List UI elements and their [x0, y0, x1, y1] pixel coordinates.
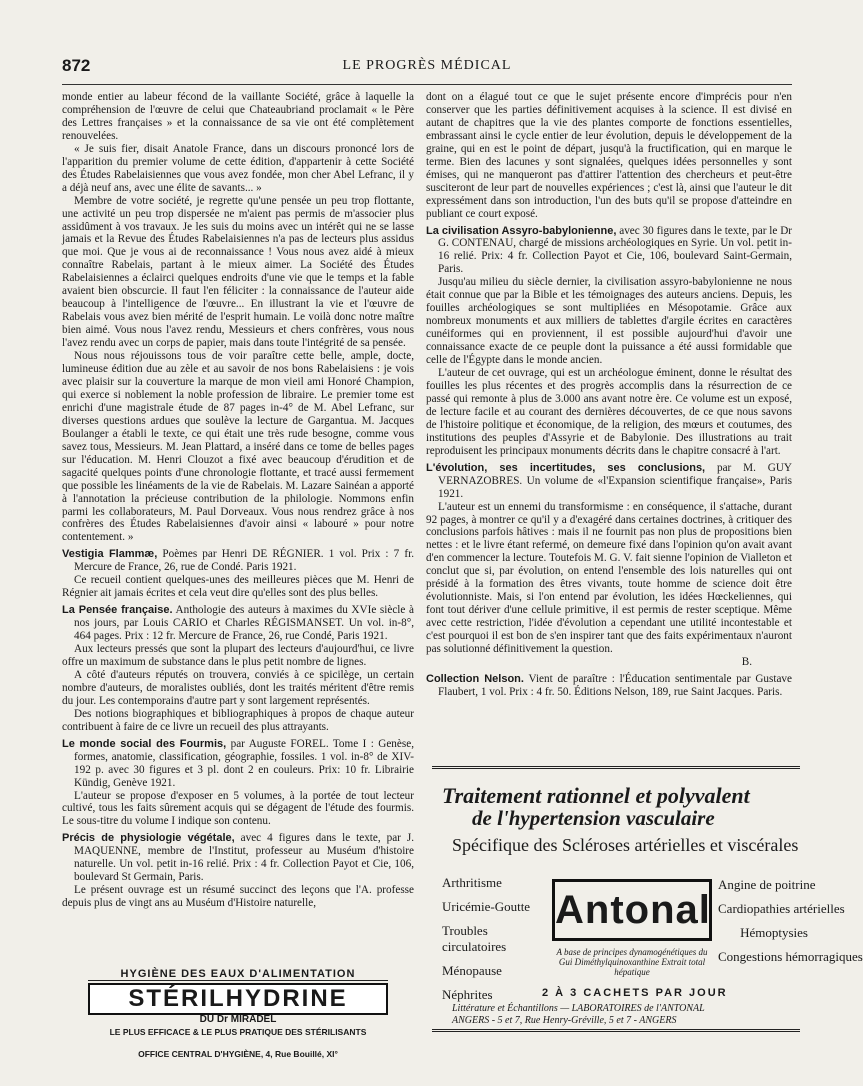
page-number: 872: [62, 56, 91, 75]
sterilhydrine-advertisement: [88, 968, 388, 1059]
header-rule: [62, 84, 792, 85]
ad-footer-line: ANGERS - 5 et 7, Rue Henry-Gréville, 5 et 7 - ANGERS: [452, 1015, 677, 1026]
paragraph: monde entier au labeur fécond de la vaillante Société, grâce à laquelle la compréhension de l'œuvre de celui que Chateaubriand proclamait « le Père des Lettres françaises » et la connaissance de sa vie ont été complètement renouvelées.: [62, 91, 414, 142]
entry-title: La Pensée française.: [62, 604, 173, 617]
entry-body: L'auteur de cet ouvrage, qui est un archéologue éminent, donne le résultat des fouilles les plus récentes et des progrès accomplis dans la résurrection de ce passé qui remonte à plus de 3.000 ans avant notre ère. Ce volume est un exposé, de lecture facile et au courant des dernières découvertes, de ce que nous savons de l'histoire politique et économique, de la religion, des mœurs et coutumes, des institutions des peuples d'Assyrie et de Babylonie. Des illustrations au trait reproduisent les principaux monuments décrits dans le chapitre consacré à l'art.: [426, 367, 792, 457]
entry-details: par M. GUY VERNAZOBRES. Un volume de «l'Expansion scientifique française», Paris 1921.: [438, 461, 792, 500]
entry-body: L'auteur est un ennemi du transformisme : en conséquence, il s'attache, durant 92 pages, à montrer ce qu'il y a d'exagéré dans certaines doctrines, à critiquer des conclusions parfois hâtives : mais il ne fournit pas non plus de propositions bien nettes : et le livre étant refermé, on demeure fixé dans l'opinion qu'on avait avant d'en commencer la lecture. Toutefois M. G. V. fait sienne l'opinion de Vialleton et conclut que si, par évolution, on entend l'ensemble des lois naturelles qui ont présidé à la formation des êtres vivants, toute homme de science doit être évolutionniste. Mais, si l'on entend par évolution, les idées Hœckeliennes, qui font tout dériver d'une cellule primitive, il est permis de rester sceptique. Même avec cette restriction, l'idée d'évolution a cependant une utilité incontestable et c'est pourquoi il est bon de s'en inspirer tant que des faits expérimentaux n'auront pas solutionné définitivement la question.: [426, 500, 792, 656]
antonal-logo: Antonal: [552, 879, 712, 941]
entry-details: par Auguste FOREL. Tome I : Genèse, formes, anatomie, classification, géographie, fossiles. 1 vol. in-8° de XIV-192 p. avec 30 figures et 3 pl. dont 2 en couleurs. Prix: 10 fr. Librairie Kündig, Genève 1921.: [74, 737, 414, 789]
entry-details: Anthologie des auteurs à maximes du XVIe siècle à nos jours, par Louis CARIO et Charles RÉGISMANSET. Un vol. in-8°, 464 pages. Prix : 12 fr. Mercure de France, 26, rue Condé, Paris 1921.: [74, 604, 414, 643]
ad-brand: STÉRILHYDRINE: [128, 985, 348, 1012]
ad-address: OFFICE CENTRAL D'HYGIÈNE, 4, Rue Bouillé, XI°: [138, 1049, 338, 1059]
paragraph: Nous nous réjouissons tous de voir paraître cette belle, ample, docte, lumineuse édition due au zèle et au savoir de nos bons Rabelaisiens : je vois avec plaisir sur la couverture la marque de mon vieil ami Honoré Champion, qui exerce si noblement la noble profession de libraire. Le premier tome est enrichi d'une magistrale étude de 87 pages in-4° de M. Abel Lefranc, sur diverses questions ardues que soulève la lecture de Gargantua. M. Jacques Boulanger a établi le texte, ce qui était une très rude besogne, comme vous savez tous, Messieurs. M. Jean Plattard, a inséré dans ce tome de belles pages sur l'éducation. M. Henri Clouzot a fixé avec beaucoup d'érudition et de sagacité quelques points d'une chronologie flottante, et tracé aussi fermement que possible les linéaments de la vie de Rabelais. M. Lazare Sainéan a apporté à l'annotation la précieuse contribution de la philologie. Nommons enfin parmi les collaborateurs, M. Paul Dorveaux. Vous nous rendrez grâce à nos confrères des Études Rabelaisiennes d'avoir ainsi « labouré » pour notre contentement. »: [62, 350, 414, 544]
review-entry-pensee: [62, 604, 414, 643]
review-entry-nelson: [426, 673, 792, 699]
antonal-advertisement: [432, 766, 863, 1032]
entry-details: avec 30 figures dans le texte, par le Dr G. CONTENAU, chargé de missions archéologiques en Syrie. Un vol. petit in-16 relié. Prix: 4 fr. Collection Payot et Cie, 106, boulevard Saint-Germain, Paris.: [438, 224, 793, 276]
ad-subheadline: de l'hypertension vasculaire: [472, 806, 715, 830]
entry-body: Le présent ouvrage est un résumé succinct des leçons que l'A. professe depuis plus de vingt ans au Muséum d'Histoire naturelle,: [62, 884, 414, 910]
left-column: [62, 91, 414, 910]
ad-composition: A base de principes dynamogénétiques du Gui Diméthylquinoxanthine Extrait total hépatique: [556, 947, 708, 977]
page-header: [62, 56, 792, 78]
entry-details: avec 4 figures dans le texte, par J. MAQUENNE, membre de l'Institut, professeur au Muséum d'histoire naturelle. Un vol. petit in-16 relié. Prix : 4 fr. Collection Payot et Cie, 106, boulevard St Germain, Paris.: [74, 832, 415, 884]
entry-title: Collection Nelson.: [426, 672, 524, 685]
entry-title: L'évolution, ses incertitudes, ses conclusions,: [426, 461, 706, 474]
entry-title: Vestigia Flammæ,: [62, 548, 158, 561]
journal-title: LE PROGRÈS MÉDICAL: [342, 58, 512, 73]
indication: Ménopause: [442, 963, 502, 978]
ad-footer-line: Littérature et Échantillons — LABORATOIRES de l'ANTONAL: [452, 1003, 705, 1014]
indication: Arthritisme: [442, 875, 502, 890]
review-entry-physiologie: [62, 832, 414, 884]
ad-tagline: LE PLUS EFFICACE & LE PLUS PRATIQUE DES STÉRILISANTS: [109, 1027, 367, 1037]
signature: B.: [741, 655, 752, 668]
paragraph: dont on a élagué tout ce que le sujet présente encore d'imprécis pour n'en conserver que les parties définitivement acquises à la science. Il est divisé en autant de chapitres que la vie des plantes comporte de fonctions essentielles, embrassant ainsi le cycle entier de leur évolution, depuis le développement de la graine, qui en est le point de départ, jusqu'à la fructification, qui en marque le terme. Bien des lacunes y sont signalées, quelques idées personnelles y sont émises, qui ne manqueront pas d'attirer l'attention des chercheurs et peut-être susciteront de leur part de nouvelles expériences ; c'est là, ainsi que l'auteur le dit expressément dans son introduction, l'un des buts qu'il se propose d'atteindre en publiant ce court exposé.: [426, 91, 792, 220]
indication: Hémoptysies: [740, 925, 808, 940]
ad-doctor: DU Dr MIRADEL: [199, 1014, 277, 1025]
indication: Troubles circulatoires: [442, 923, 507, 954]
right-column: [426, 91, 792, 699]
indications-right: [718, 877, 863, 973]
paragraph: Membre de votre société, je regrette qu'une pensée un peu trop flottante, une activité un peu trop dispersée ne m'aient pas permis de m'associer plus assidûment à vos travaux. Je les suis du moins avec un intérêt qui ne se lasse jamais et la Revue des Études Rabelaisiennes n'a pas de lecteurs plus assidus que moi. Que je vous ai de reconnaissance ! Vous nous avez aidé à mieux connaître Rabelais, partant à le mieux aimer. La Société des Études Rabelaisiennes a éclairci quelques endroits d'une vie que le temps et la fable avaient bien obscurcie. Il faut l'en féliciter : la connaissance de l'auteur aide beaucoup à l'intelligence de l'œuvre... En illustrant la vie et l'œuvre de Rabelais vous avez bien mérité de l'esprit humain. Le voilà donc notre maître bien aimé. Vous nous l'avez rendu, Messieurs et chers confrères, vous nous l'avez rendu avec un corps de papier, mais dans toute l'intégrité de sa pensée.: [62, 194, 414, 350]
ad-headline: Traitement rationnel et polyvalent: [442, 783, 750, 808]
ad-specific: Spécifique des Scléroses artérielles et viscérales: [452, 835, 799, 855]
entry-body: Des notions biographiques et bibliographiques à propos de chaque auteur contribuent à faire de ce livre un recueil des plus attrayants.: [62, 707, 414, 733]
indication: Uricémie-Goutte: [442, 899, 531, 914]
ad-heading: HYGIÈNE DES EAUX D'ALIMENTATION: [88, 968, 388, 981]
indication: Néphrites: [442, 987, 493, 1002]
review-entry-assyro: [426, 225, 792, 277]
review-entry-evolution: [426, 462, 792, 501]
entry-title: La civilisation Assyro-babylonienne,: [426, 224, 617, 237]
entry-details: Vient de paraître : l'Éducation sentimentale par Gustave Flaubert, 1 vol. Prix : 4 fr. 50. Éditions Nelson, 189, rue Saint Jacques. Paris.: [438, 672, 792, 698]
entry-body: Aux lecteurs pressés que sont la plupart des lecteurs d'aujourd'hui, ce livre offre un maximum de substance dans le plus petit nombre de lignes.: [62, 643, 414, 668]
ad-dosage: 2 À 3 CACHETS PAR JOUR: [542, 987, 728, 999]
indications-left: [442, 875, 552, 1011]
review-entry-fourmis: [62, 738, 414, 790]
entry-body: L'auteur se propose d'exposer en 5 volumes, à la portée de tout lecteur cultivé, tous les faits sûrement acquis qui se dégagent de l'étude des fourmis. Le sous-titre du volume I indique son contenu.: [62, 789, 414, 828]
entry-details: Poèmes par Henri DE RÉGNIER. 1 vol. Prix : 7 fr. Mercure de France, 26, rue de Condé. Paris 1921.: [74, 548, 414, 574]
ad-brand-box: [88, 983, 388, 1025]
entry-title: Précis de physiologie végétale,: [62, 832, 235, 845]
entry-body: A côté d'auteurs réputés on trouvera, conviés à ce spicilège, un certain nombre d'auteurs, de moralistes oubliés, dont les traités méritent d'être remis du jour. Les contemporains d'autre part y sont largement représentés.: [62, 668, 414, 707]
entry-body: Ce recueil contient quelques-unes des meilleures pièces que M. Henri de Régnier ait jamais écrites et cela veut dire qu'elles sont des plus belles.: [62, 574, 414, 600]
paragraph: « Je suis fier, disait Anatole France, dans un discours prononcé lors de l'apparition du premier volume de cette édition, d'appartenir à cette Société des Études Rabelaisiennes que vous avez fondée, mon cher Abel Lefranc, il y a déjà neuf ans, avec une élite de savants... »: [62, 142, 414, 194]
indication: Cardiopathies artérielles: [718, 901, 845, 916]
review-entry-vestigia: [62, 548, 414, 574]
entry-title: Le monde social des Fourmis,: [62, 737, 227, 750]
ad-footer: [452, 1003, 802, 1027]
indication: Angine de poitrine: [718, 877, 816, 892]
entry-body: Jusqu'au milieu du siècle dernier, la civilisation assyro-babylonienne ne nous était connue que par la Bible et les témoignages des auteurs anciens. Depuis, les fouilles archéologiques se sont multipliées en Mésopotamie. Grâce aux nombreux monuments et aux milliers de tablettes d'argile écrites en caractères cunéiformes qui en proviennent, il est possible aujourd'hui d'avoir une connaissance exacte de ce peuple dont la puissance a été aussi formidable que celle de l'Égypte dans le monde ancien.: [426, 276, 792, 367]
indication: Congestions hémorragiques: [718, 949, 863, 964]
